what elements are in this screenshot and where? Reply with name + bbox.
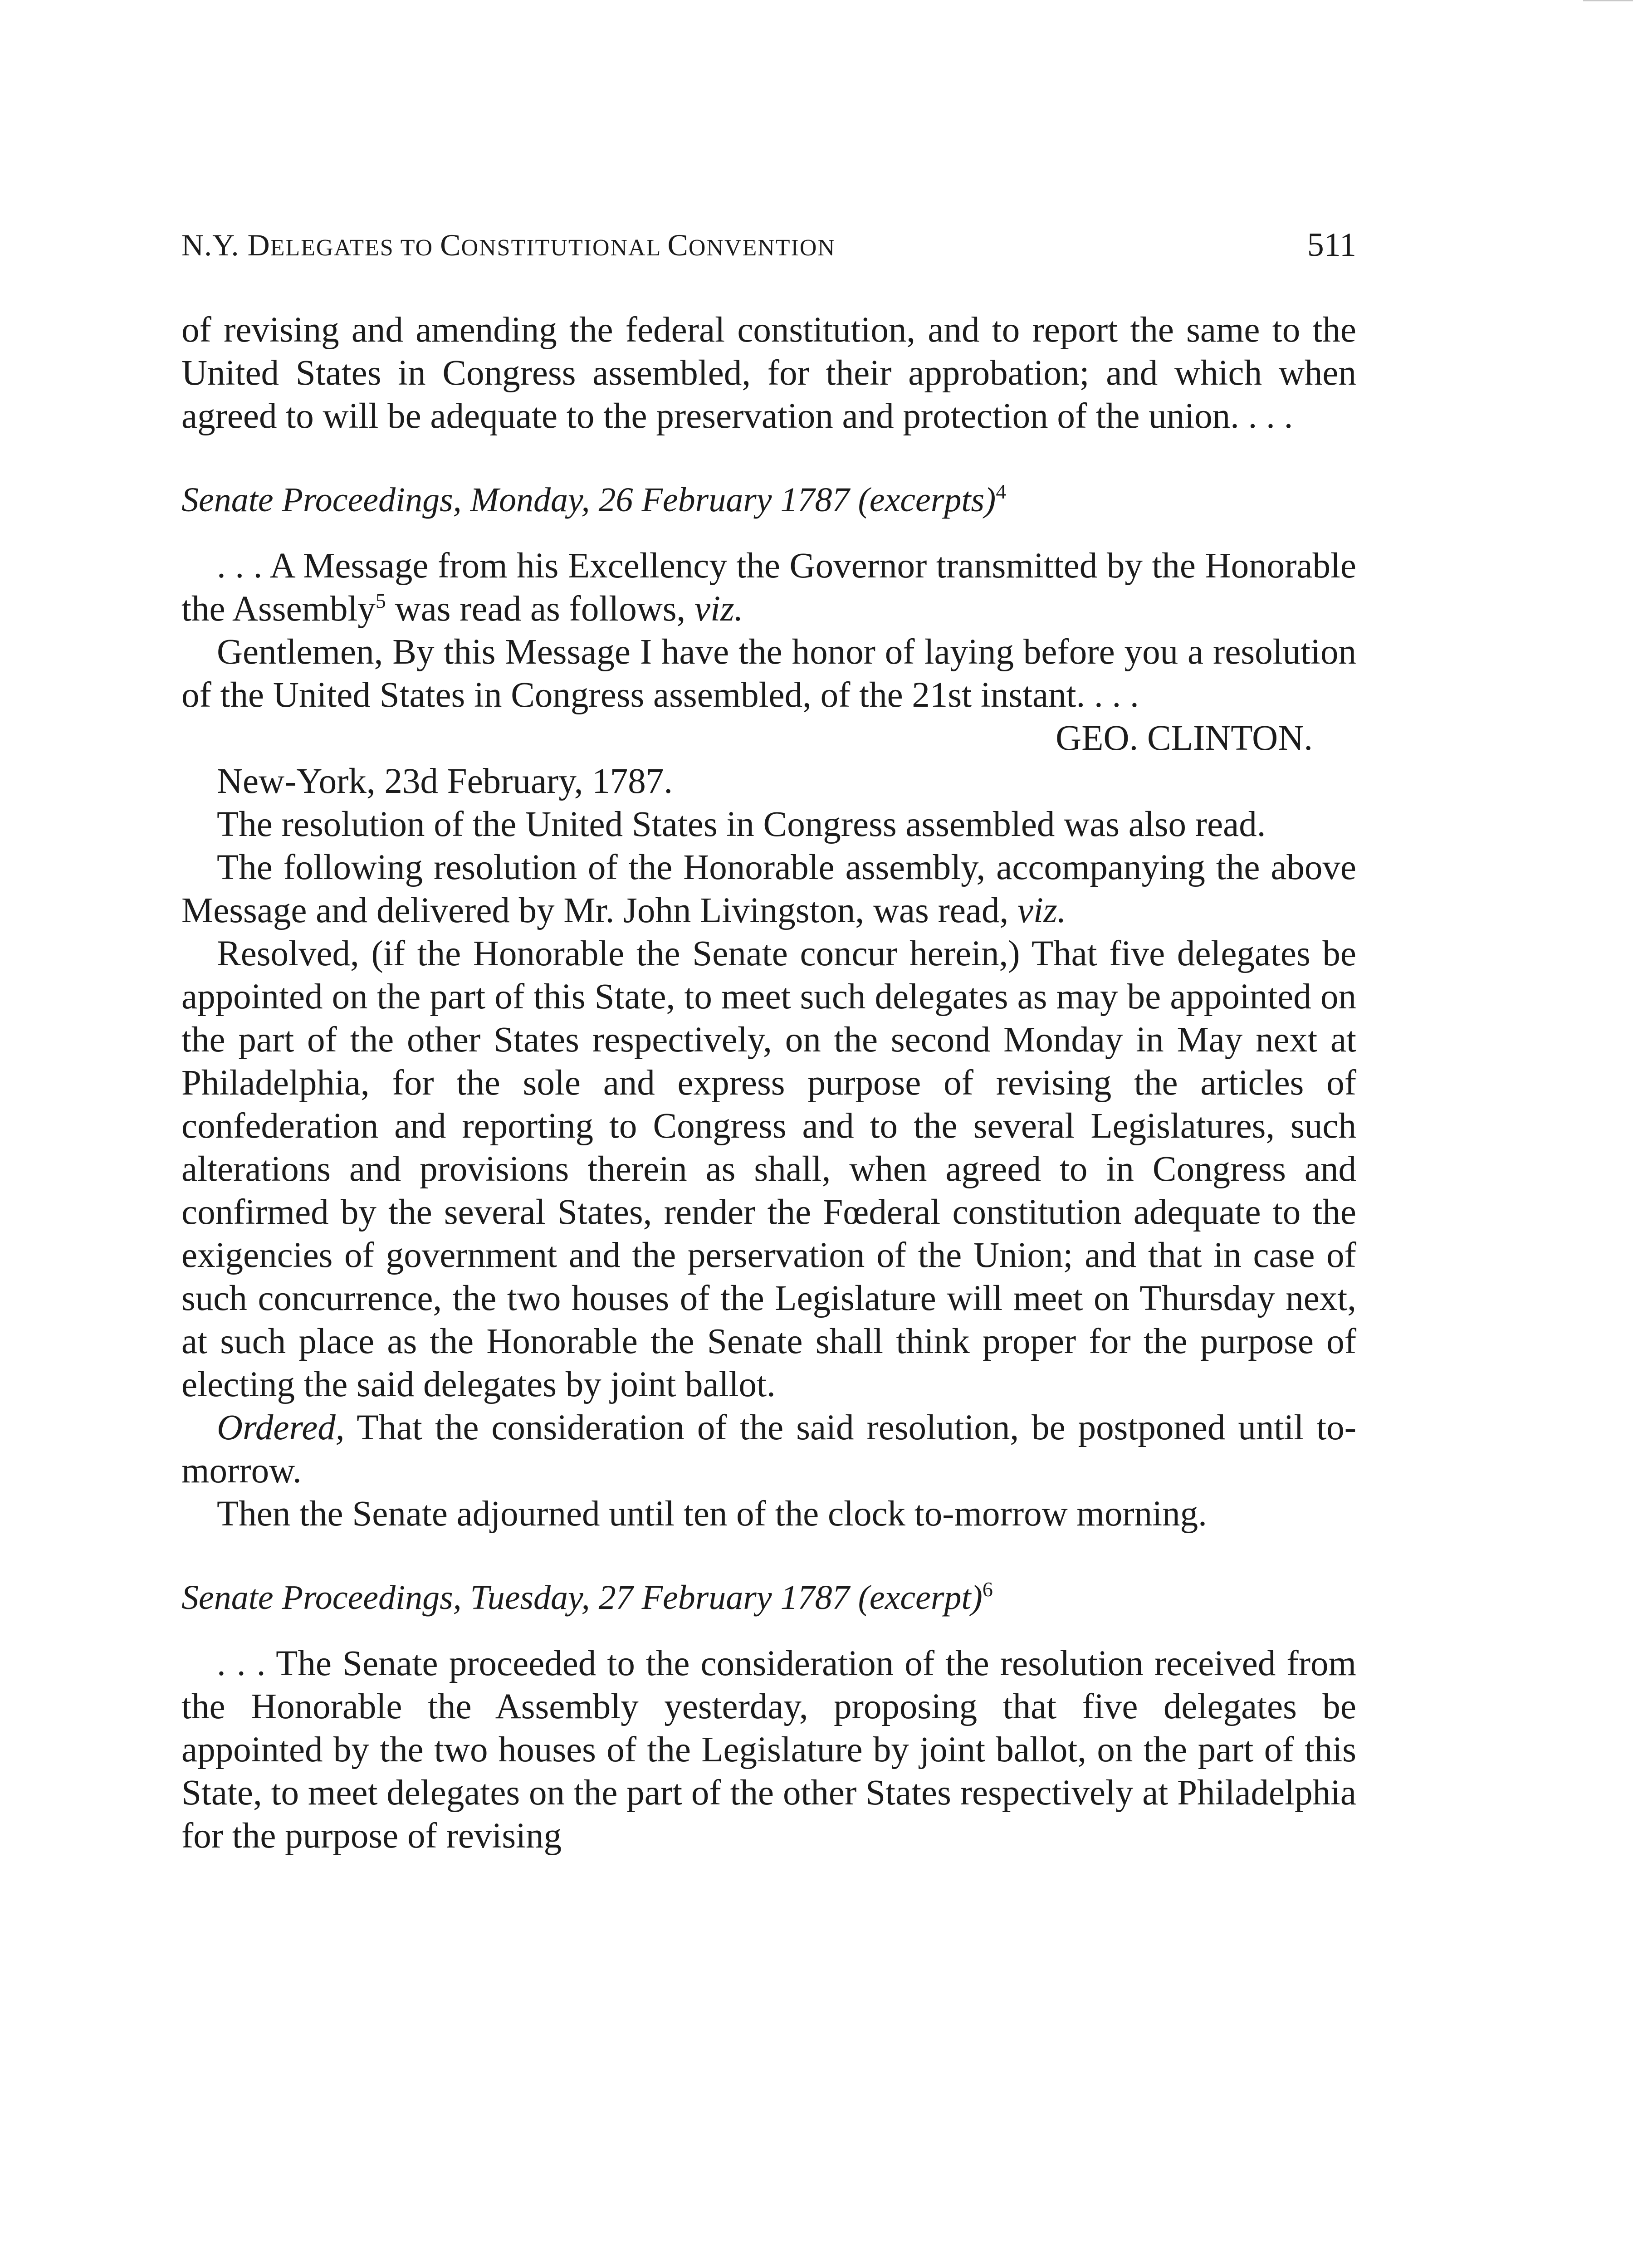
footnote-ref: 4 (996, 480, 1007, 503)
corner-rule (1583, 0, 1633, 1)
body-text (181, 308, 1356, 1857)
section-heading-monday (181, 479, 1356, 522)
paragraph-text: That the consideration of the said resolution, be postponed until to-morrow. (181, 1408, 1356, 1491)
paragraph (181, 846, 1356, 932)
ordered-text: Ordered, (217, 1408, 345, 1447)
paragraph: The resolution of the United States in Congress assembled was also read. (217, 805, 1266, 844)
viz-text: viz. (694, 589, 743, 629)
dateline: New-York, 23d February, 1787. (217, 762, 673, 801)
paragraph (181, 1406, 1356, 1492)
running-head-part: ELEGATES TO (270, 235, 440, 261)
paragraph: . . . The Senate proceeded to the consideration of the resolution received from the Honorable the Assembly yesterday, proposing that five delegates be appointed by the two houses of the Legislature by joint ballot, on the part of this State, to meet delegates on the part of the other States respectively at Philadelphia for the purpose of revising (181, 1644, 1356, 1856)
resolution-paragraph: Resolved, (if the Honorable the Senate concur herein,) That five delegates be appointed on the part of this State, to meet such delegates as may be appointed on the part of the other States respectively, on the second Monday in May next at Philadelphia, for the sole and express purpose of revising the articles of confederation and reporting to Congress and to the several Legislatures, such alterations and provisions therein as shall, when agreed to in Congress and confirmed by the several States, render the Fœderal constitution adequate to the exigencies of government and the perservation of the Union; and that in case of such concurrence, the two houses of the Legislature will meet on Thursday next, at such place as the Honorable the Senate shall think proper for the purpose of electing the said delegates by joint ballot. (181, 934, 1356, 1404)
running-head-part: ONSTITUTIONAL (461, 235, 668, 261)
page-number: 511 (1307, 226, 1356, 264)
page-header (181, 222, 1356, 268)
footnote-ref: 6 (982, 1578, 993, 1601)
running-head-part: ONVENTION (688, 235, 836, 261)
paragraph (181, 544, 1356, 631)
running-head-part: N.Y. D (181, 228, 270, 262)
paragraph: Then the Senate adjourned until ten of the clock to-morrow morning. (217, 1494, 1207, 1534)
section-heading-text: Senate Proceedings, Tuesday, 27 February 1787 (excerpt) (181, 1579, 983, 1617)
paragraph-text: was read as follows, (386, 589, 695, 629)
section-gap (181, 438, 1356, 479)
paragraph-text: . . . A Message from his Excellency the Governor transmitted by the Honorable the Assembly (181, 546, 1356, 629)
viz-text: viz. (1017, 891, 1066, 930)
signature: GEO. CLINTON. (1056, 719, 1313, 758)
section-heading-text: Senate Proceedings, Monday, 26 February 1787 (excerpts) (181, 481, 996, 519)
opening-paragraph: of revising and amending the federal constitution, and to report the same to the United States in Congress assembled, for their approbation; and which when agreed to will be adequate to the preservation and protection of the union. . . . (181, 310, 1356, 436)
section-gap (181, 1535, 1356, 1576)
paragraph: Gentlemen, By this Message I have the honor of laying before you a resolution of the United States in Congress assembled, of the 21st instant. . . . (181, 632, 1356, 715)
running-head (181, 222, 836, 271)
running-head-part: C (440, 228, 461, 262)
footnote-ref: 5 (375, 589, 386, 612)
section-heading-tuesday (181, 1576, 1356, 1619)
paragraph-text: The following resolution of the Honorable assembly, accompanying the above Message and delivered by Mr. John Livingston, was read, (181, 848, 1356, 930)
running-head-part: C (667, 228, 689, 262)
heading-gap (181, 522, 1356, 544)
heading-gap (181, 1619, 1356, 1642)
